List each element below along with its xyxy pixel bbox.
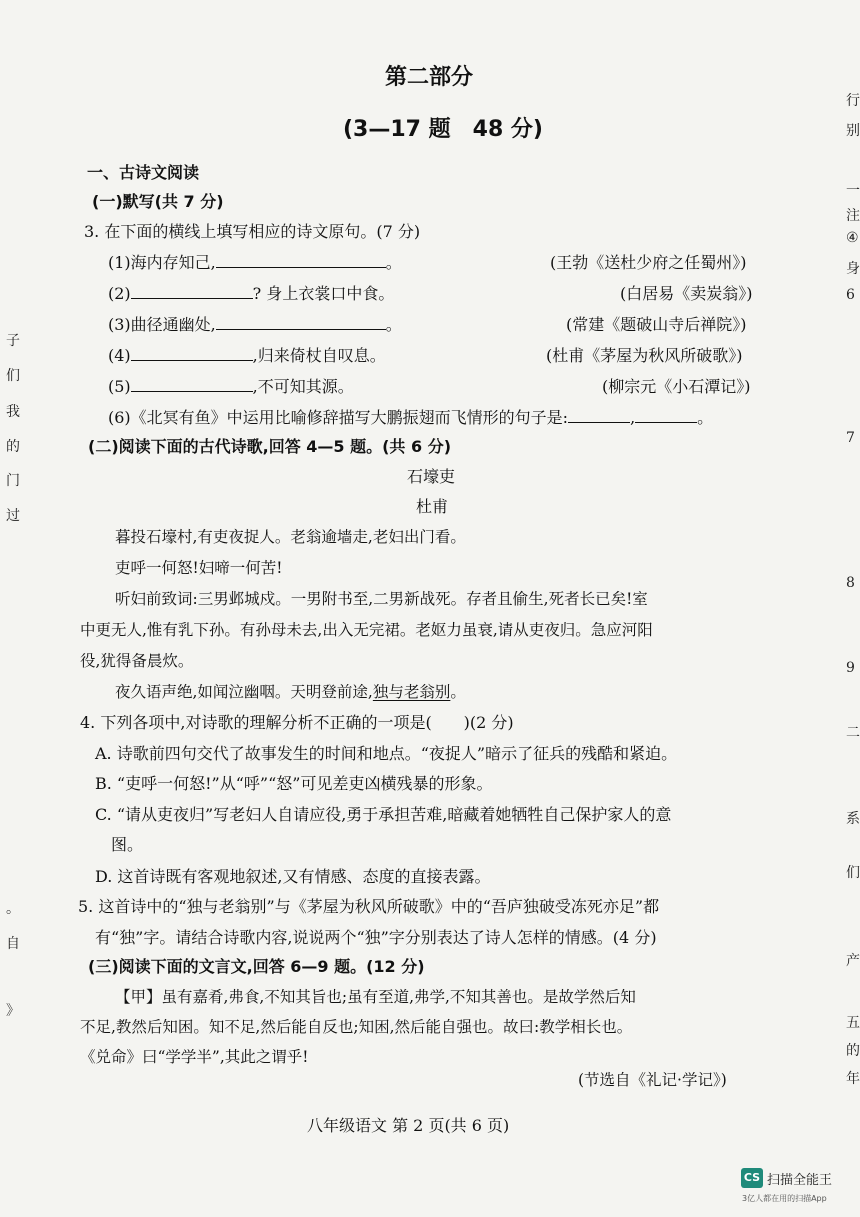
answer-blank[interactable] xyxy=(131,282,253,299)
q3-source-4: (杜甫《茅屋为秋风所破歌》) xyxy=(546,346,743,365)
jia-text-line: 不足,教然后知困。知不足,然后能自反也;知困,然后能自强也。故曰:教学相长也。 xyxy=(80,1018,633,1036)
margin-fragment: 的 xyxy=(6,439,20,455)
q4-option-d: D. 这首诗既有客观地叙述,又有情感、态度的直接表露。 xyxy=(95,867,491,886)
question-5-cont: 有“独”字。请结合诗歌内容,说说两个“独”字分别表达了诗人怎样的情感。(4 分) xyxy=(95,928,657,947)
q4-option-c-cont: 图。 xyxy=(111,835,144,854)
q4-option-b: B. “吏呼一何怒!”从“呼”“怒”可见差吏凶横残暴的形象。 xyxy=(95,774,493,793)
margin-fragment: 五 xyxy=(846,1015,860,1031)
jia-text-line: 【甲】虽有嘉肴,弗食,不知其旨也;虽有至道,弗学,不知其善也。是故学然后知 xyxy=(115,988,636,1006)
q3-item-5: (5) ,不可知其源。 xyxy=(108,377,354,396)
margin-fragment: 子 xyxy=(6,333,20,349)
part-title: 第二部分 xyxy=(385,65,474,90)
poem-line: 听妇前致词:三男邺城戍。一男附书至,二男新战死。存者且偷生,死者长已矣!室 xyxy=(115,590,648,608)
margin-fragment: 8 xyxy=(846,575,855,591)
subsection-2-heading: (二)阅读下面的古代诗歌,回答 4—5 题。(共 6 分) xyxy=(88,437,452,456)
poem-title: 石壕吏 xyxy=(407,467,456,486)
jia-text-line: 《兑命》曰“学学半”,其此之谓乎! xyxy=(80,1048,309,1066)
q3-item-4: (4) ,归来倚杖自叹息。 xyxy=(108,346,386,365)
margin-fragment: 二 xyxy=(846,725,860,741)
answer-blank[interactable] xyxy=(635,406,697,423)
margin-fragment: 7 xyxy=(846,430,855,446)
margin-fragment: 们 xyxy=(6,368,20,384)
answer-blank[interactable] xyxy=(216,251,386,268)
poem-line: 役,犹得备晨炊。 xyxy=(80,652,194,670)
q3-item-2: (2) ? 身上衣裳口中食。 xyxy=(108,284,395,303)
q3-source-3: (常建《题破山寺后禅院》) xyxy=(566,315,747,334)
answer-blank[interactable] xyxy=(216,313,386,330)
q4-option-c: C. “请从吏夜归”写老妇人自请应役,勇于承担苦难,暗藏着她牺牲自己保护家人的意 xyxy=(95,805,672,824)
poem-line: 中更无人,惟有乳下孙。有孙母未去,出入无完裙。老妪力虽衰,请从吏夜归。急应河阳 xyxy=(80,621,653,639)
margin-fragment: 。 xyxy=(6,901,20,917)
poem-author: 杜甫 xyxy=(416,497,449,516)
poem-line: 暮投石壕村,有吏夜捉人。老翁逾墙走,老妇出门看。 xyxy=(115,528,466,546)
margin-fragment: 年 xyxy=(846,1071,860,1087)
margin-fragment: 产 xyxy=(846,953,860,969)
answer-blank[interactable] xyxy=(131,344,253,361)
scanner-name: 扫描全能王 xyxy=(767,1173,833,1188)
margin-fragment: 系 xyxy=(846,811,860,827)
jia-source: (节选自《礼记·学记》) xyxy=(578,1071,727,1089)
margin-fragment: 自 xyxy=(6,936,20,952)
scanner-logo-icon: CS xyxy=(741,1168,763,1188)
margin-fragment: 门 xyxy=(6,473,20,489)
page-footer: 八年级语文 第 2 页(共 6 页) xyxy=(307,1116,510,1135)
poem-line: 吏呼一何怒!妇啼一何苦! xyxy=(115,559,283,577)
margin-fragment: 我 xyxy=(6,404,20,420)
question-3: 3. 在下面的横线上填写相应的诗文原句。(7 分) xyxy=(84,222,421,241)
margin-fragment: 们 xyxy=(846,865,860,881)
margin-fragment: 别 xyxy=(846,123,860,139)
subsection-3-heading: (三)阅读下面的文言文,回答 6—9 题。(12 分) xyxy=(88,957,425,976)
answer-blank[interactable] xyxy=(568,406,630,423)
question-5: 5. 这首诗中的“独与老翁别”与《茅屋为秋风所破歌》中的“吾庐独破受冻死亦足”都 xyxy=(78,897,660,916)
scanner-tagline: 3亿人都在用的扫描App xyxy=(742,1194,827,1203)
margin-fragment: ④ xyxy=(846,230,859,246)
margin-fragment: 6 xyxy=(846,287,855,303)
margin-fragment: 过 xyxy=(6,508,20,524)
answer-blank[interactable] xyxy=(131,375,253,392)
q3-source-1: (王勃《送杜少府之任蜀州》) xyxy=(550,253,747,272)
part-subtitle: (3—17 题 48 分) xyxy=(343,117,543,142)
question-4: 4. 下列各项中,对诗歌的理解分析不正确的一项是( )(2 分) xyxy=(80,713,514,732)
q3-item-6: (6)《北冥有鱼》中运用比喻修辞描写大鹏振翅而飞情形的句子是: , 。 xyxy=(108,408,714,427)
q3-source-5: (柳宗元《小石潭记》) xyxy=(602,377,751,396)
subsection-1-heading: (一)默写(共 7 分) xyxy=(92,192,224,211)
margin-fragment: 注 xyxy=(846,208,860,224)
poem-line-last: 夜久语声绝,如闻泣幽咽。天明登前途,独与老翁别。 xyxy=(115,683,466,701)
section-heading: 一、古诗文阅读 xyxy=(87,163,200,182)
q3-source-2: (白居易《卖炭翁》) xyxy=(620,284,753,303)
margin-fragment: 9 xyxy=(846,660,855,676)
margin-fragment: 一 xyxy=(846,183,860,199)
q4-option-a: A. 诗歌前四句交代了故事发生的时间和地点。“夜捉人”暗示了征兵的残酷和紧迫。 xyxy=(95,744,678,763)
margin-fragment: 身 xyxy=(846,261,860,277)
margin-fragment: 行 xyxy=(846,93,860,109)
margin-fragment: 》 xyxy=(6,1003,20,1019)
q3-item-3: (3)曲径通幽处, 。 xyxy=(108,315,402,334)
margin-fragment: 的 xyxy=(846,1043,860,1059)
q3-item-1: (1)海内存知己, 。 xyxy=(108,253,402,272)
